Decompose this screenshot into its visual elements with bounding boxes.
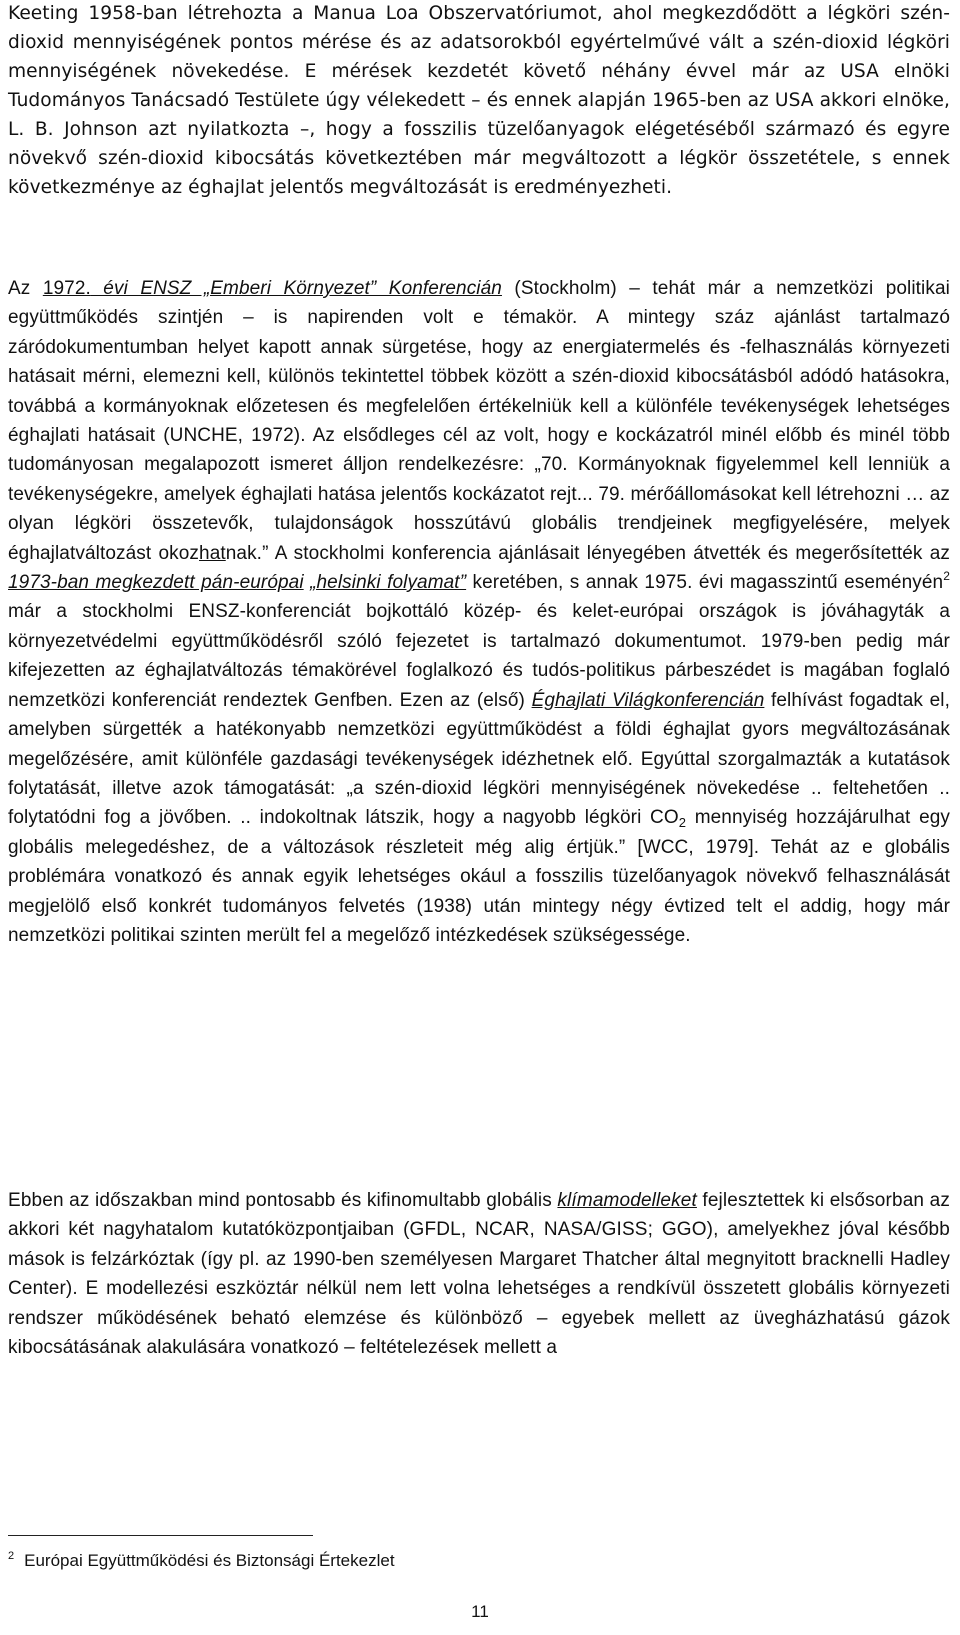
footnote-reference: 2 bbox=[943, 569, 950, 584]
footnote bbox=[8, 1549, 395, 1573]
paragraph-climate-models bbox=[8, 1186, 950, 1362]
text-run: Ebben az időszakban mind pontosabb és kifinomultabb globális bbox=[8, 1190, 558, 1211]
text-run: (Stockholm) – tehát már a nemzetközi politikai együttműködés szintjén – is napirenden volt e témakör. A mintegy száz ajánlást tartalmazó záródokumentumban helyet kapott annak sürgetése, hogy az energiatermelés és -felhasználás környezeti hatásait mérni, elemezni kell, különös tekintettel többek között a szén-dioxid kibocsátásból adódó hatásokra, továbbá a kormányoknak előzetesen és megfelelően értékelniük kell a különféle tevékenységek lehetséges éghajlati hatásait (UNCHE, 1972). Az elsődleges cél az volt, hogy e kockázatról minél előbb és minél több tudományosan megalapozott ismeret álljon rendelkezésre: „70. Kormányoknak figyelemmel kell lenniük a tevékenységekre, amelyek éghajlati hatása jelentős kockázatot rejt... 79. mérőállomásokat kell létrehozni … az olyan légköri összetevők, tulajdonságok hosszútávú globális trendjeinek megfigyelésére, melyek éghajlatváltozást okoz bbox=[8, 278, 950, 564]
paragraph-stockholm bbox=[8, 274, 950, 950]
emphasis-hat: hat bbox=[199, 542, 226, 564]
paragraph-text: Keeting 1958-ban létrehozta a Manua Loa Obszervatóriumot, ahol megkezdődött a légköri szén-dioxid mennyiségének pontos mérése és az adatsorokból egyértelművé vált a szén-dioxid légköri mennyiségének növekedése. E mérések kezdetét követő néhány évvel már az USA elnöki Tudományos Tanácsadó Testülete úgy vélekedett – és ennek alapján 1965-ben az USA akkori elnöke, L. B. Johnson azt nyilatkozta –, hogy a fosszilis tüzelőanyagok elégetéséből származó és egyre növekvő szén-dioxid kibocsátás következtében már megváltozott a légkör összetétele, s ennek következménye az éghajlat jelentős megváltozását is eredményezheti. bbox=[8, 3, 950, 198]
text-run: Az bbox=[8, 278, 43, 299]
page-number: 11 bbox=[471, 1602, 489, 1621]
co2-subscript: 2 bbox=[678, 815, 687, 831]
world-climate-conference-title: Éghajlati Világkonferencián bbox=[531, 689, 765, 711]
text-run: fejlesztettek ki elsősorban az akkori két nagyhatalom kutatóközpontjaiban (GFDL, NCAR, NASA/GISS; GGO), amelyekhez jóval később mások is felzárkóztak (így pl. az 1990-ben személyesen Margaret Thatcher által megnyitott bracknelli Hadley Center). E modellezési eszköztár nélkül nem lett volna lehetséges a rendkívül összetett globális környezeti rendszer működésének beható elemzése és különböző – egyebek mellett az üvegházhatású gázok kibocsátásának alakulására vonatkozó – feltételezések mellett a bbox=[8, 1190, 950, 1359]
helsinki-process-title: 1973-ban megkezdett pán-európai bbox=[8, 572, 304, 594]
stockholm-conference-title: évi ENSZ „Emberi Környezet” Konferencián bbox=[90, 278, 502, 299]
helsinki-process-title-2: „helsinki folyamat” bbox=[310, 572, 467, 594]
year-1972-link: 1972. bbox=[42, 278, 91, 299]
text-run: felhívást fogadtak el, amelyben sürgették a hatékonyabb nemzetközi együttműködést a földi éghajlat gyors megváltozásának megelőzésére, amit különféle gazdasági tevékenységek idézhetnek elő. Egyúttal szorgalmazták a kutatások folytatását, illetve azok támogatását: „a szén-dioxid légköri mennyiségének növekedése .. feltehetően .. folytatódni fog a jövőben. .. indokoltnak látszik, hogy a nagyobb légköri CO bbox=[8, 689, 950, 829]
text-run: mennyiség hozzájárulhat egy globális melegedéshez, de a változások részleteit még alig értjük.” [WCC, 1979]. Tehát az e globális problémára vonatkozó és annak egyik lehetséges okául a fosszilis tüzelőanyagok növekvő felhasználását megjelölő első konkrét tudományos felvetés (1938) után mintegy négy évtized telt el addig, hogy már nemzetközi politikai szinten merült fel a megelőző intézkedések szükségessége. bbox=[8, 807, 950, 946]
text-run: már a stockholmi ENSZ-konferenciát bojkottáló közép- és kelet-európai országok is jóváhagyták a környezetvédelmi együttműködésről szóló fejezetet is tartalmazó dokumentumot. 1979-ben pedig már kifejezetten az éghajlatváltozás témakörével foglalkozó és tudós-politikus párbeszédet is magában foglaló nemzetközi konferenciát rendeztek Genfben. Ezen az (első) bbox=[8, 601, 950, 711]
text-run: nak.” A stockholmi konferencia ajánlásait lényegében átvették és megerősítették az bbox=[225, 542, 950, 564]
climate-models-term: klímamodelleket bbox=[557, 1190, 697, 1211]
footnote-marker: 2 bbox=[8, 1550, 15, 1562]
text-run: keretében, s annak 1975. évi magasszintű eseményén bbox=[466, 572, 944, 594]
footnote-separator bbox=[8, 1535, 313, 1536]
footnote-text: Európai Együttműködési és Biztonsági Értekezlet bbox=[24, 1551, 395, 1570]
paragraph-keeting bbox=[8, 0, 950, 202]
